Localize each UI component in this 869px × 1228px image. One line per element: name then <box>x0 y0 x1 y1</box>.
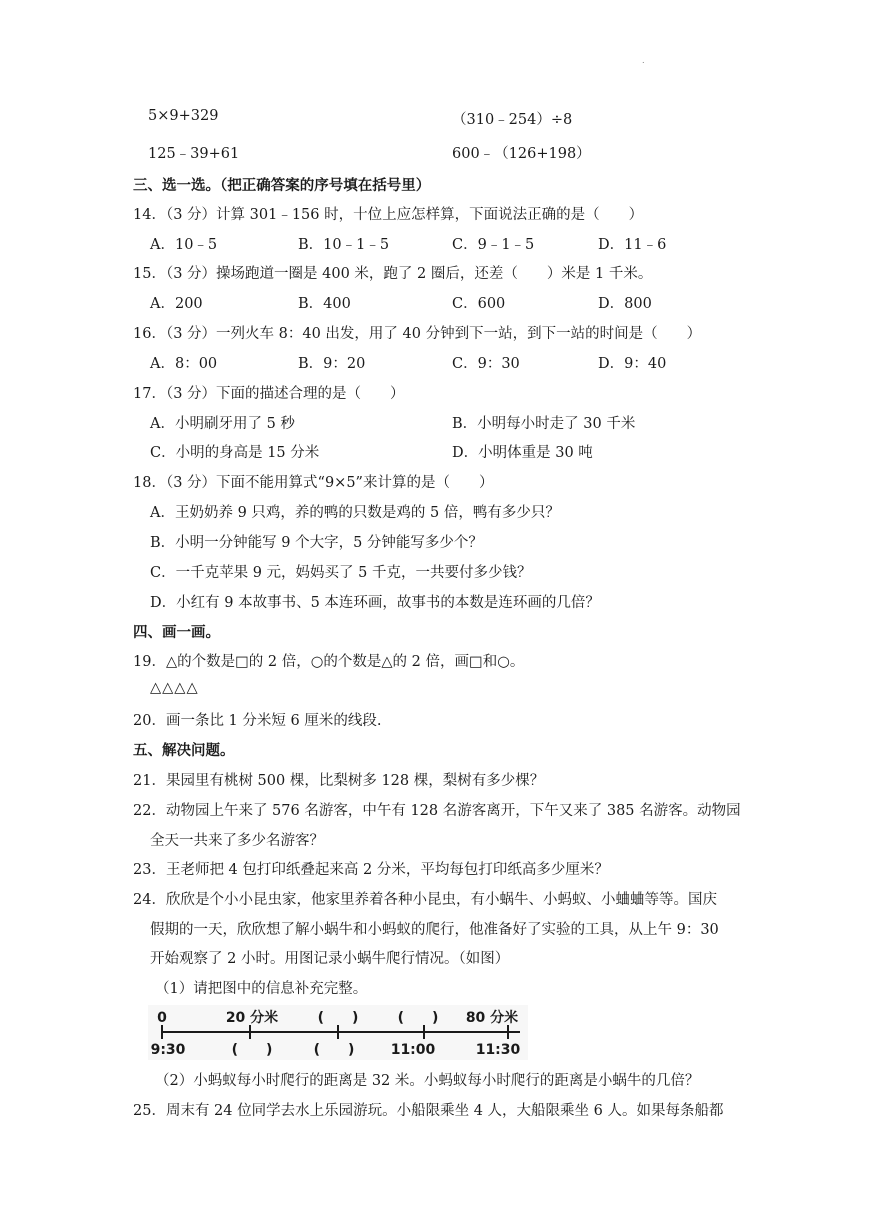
calc-expression: 125﹣39+61 <box>148 146 240 162</box>
time-label: 11:30 <box>475 1042 521 1058</box>
question-stem: 16．（3 分）一列火车 8：40 出发，用了 40 分钟到下一站，到下一站的时间是（ ） <box>133 326 702 342</box>
calc-expression: 5×9+329 <box>148 108 219 124</box>
triangle-shapes: △△△△ <box>150 680 199 696</box>
option-b: B．小明每小时走了 30 千米 <box>452 416 636 432</box>
question-stem: 20．画一条比 1 分米短 6 厘米的线段. <box>133 713 382 729</box>
question-stem: 23．王老师把 4 包打印纸叠起来高 2 分米，平均每包打印纸高多少厘米？ <box>133 862 609 878</box>
question-stem: 22．动物园上午来了 576 名游客，中午有 128 名游客离开，下午又来了 385 名游客。动物园 <box>133 803 741 819</box>
distance-blank: ( ) <box>397 1010 439 1026</box>
option-d: D．小明体重是 30 吨 <box>452 445 593 461</box>
option-a: A．8：00 <box>150 356 218 372</box>
time-blank: ( ) <box>313 1042 355 1058</box>
question-stem-continued: 全天一共来了多少名游客？ <box>150 833 324 849</box>
option-b: B．小明一分钟能写 9 个大字，5 分钟能写多少个？ <box>150 535 483 551</box>
calc-expression: （310﹣254）÷8 <box>452 112 573 128</box>
option-c: C．600 <box>452 296 506 312</box>
time-blank: ( ) <box>231 1042 273 1058</box>
section-title: 四、画一画。 <box>133 624 220 641</box>
page-mark: . <box>642 56 645 65</box>
option-d: D．小红有 9 本故事书、5 本连环画，故事书的本数是连环画的几倍？ <box>150 595 600 611</box>
section-title: 三、选一选。（把正确答案的序号填在括号里） <box>133 177 431 194</box>
snail-timeline-diagram <box>148 1005 528 1060</box>
question-stem: 24．欣欣是个小小昆虫家，他家里养着各种小昆虫，有小蜗牛、小蚂蚁、小蛐蛐等等。国庆 <box>133 892 717 908</box>
distance-blank: ( ) <box>317 1010 359 1026</box>
question-stem: 19．△的个数是□的 2 倍，○的个数是△的 2 倍，画□和○。 <box>133 654 525 670</box>
option-d: D．9：40 <box>598 356 667 372</box>
calc-expression: 600﹣（126+198） <box>452 146 591 162</box>
time-label: 9:30 <box>150 1042 186 1058</box>
distance-label: 20 分米 <box>225 1010 279 1026</box>
question-stem: 14．（3 分）计算 301﹣156 时，十位上应怎样算，下面说法正确的是（ ） <box>133 207 644 223</box>
option-b: B．400 <box>298 296 351 312</box>
sub-question: （2）小蚂蚁每小时爬行的距离是 32 米。小蚂蚁每小时爬行的距离是小蜗牛的几倍？ <box>155 1073 700 1089</box>
question-stem: 15．（3 分）操场跑道一圈是 400 米，跑了 2 圈后，还差（ ）米是 1 千米。 <box>133 266 653 282</box>
option-a: A．小明刷牙用了 5 秒 <box>150 416 295 432</box>
distance-label: 80 分米 <box>465 1010 519 1026</box>
section-title: 五、解决问题。 <box>133 742 235 759</box>
option-d: D．800 <box>598 296 652 312</box>
option-a: A．200 <box>150 296 203 312</box>
question-stem: 25．周末有 24 位同学去水上乐园游玩。小船限乘坐 4 人，大船限乘坐 6 人。如果每条船都 <box>133 1103 724 1119</box>
option-c: C．9：30 <box>452 356 520 372</box>
question-stem: 17．（3 分）下面的描述合理的是（ ） <box>133 386 405 402</box>
option-b: B．10﹣1﹣5 <box>298 237 390 253</box>
question-stem-continued: 开始观察了 2 小时。用图记录小蜗牛爬行情况。（如图） <box>150 951 510 967</box>
distance-label: 0 <box>157 1010 167 1026</box>
sub-question: （1）请把图中的信息补充完整。 <box>155 981 368 997</box>
option-c: C．小明的身高是 15 分米 <box>150 445 320 461</box>
question-stem: 21．果园里有桃树 500 棵，比梨树多 128 棵，梨树有多少棵？ <box>133 773 545 789</box>
option-b: B．9：20 <box>298 356 366 372</box>
option-a: A．10﹣5 <box>150 237 218 253</box>
question-stem: 18．（3 分）下面不能用算式“9×5”来计算的是（ ） <box>133 475 494 491</box>
option-c: C．9﹣1﹣5 <box>452 237 535 253</box>
time-label: 11:00 <box>390 1042 436 1058</box>
option-c: C．一千克苹果 9 元，妈妈买了 5 千克，一共要付多少钱？ <box>150 565 532 581</box>
question-stem-continued: 假期的一天，欣欣想了解小蜗牛和小蚂蚁的爬行，他准备好了实验的工具，从上午 9：30 <box>150 922 719 938</box>
option-a: A．王奶奶养 9 只鸡，养的鸭的只数是鸡的 5 倍，鸭有多少只？ <box>150 505 560 521</box>
option-d: D．11﹣6 <box>598 237 667 253</box>
